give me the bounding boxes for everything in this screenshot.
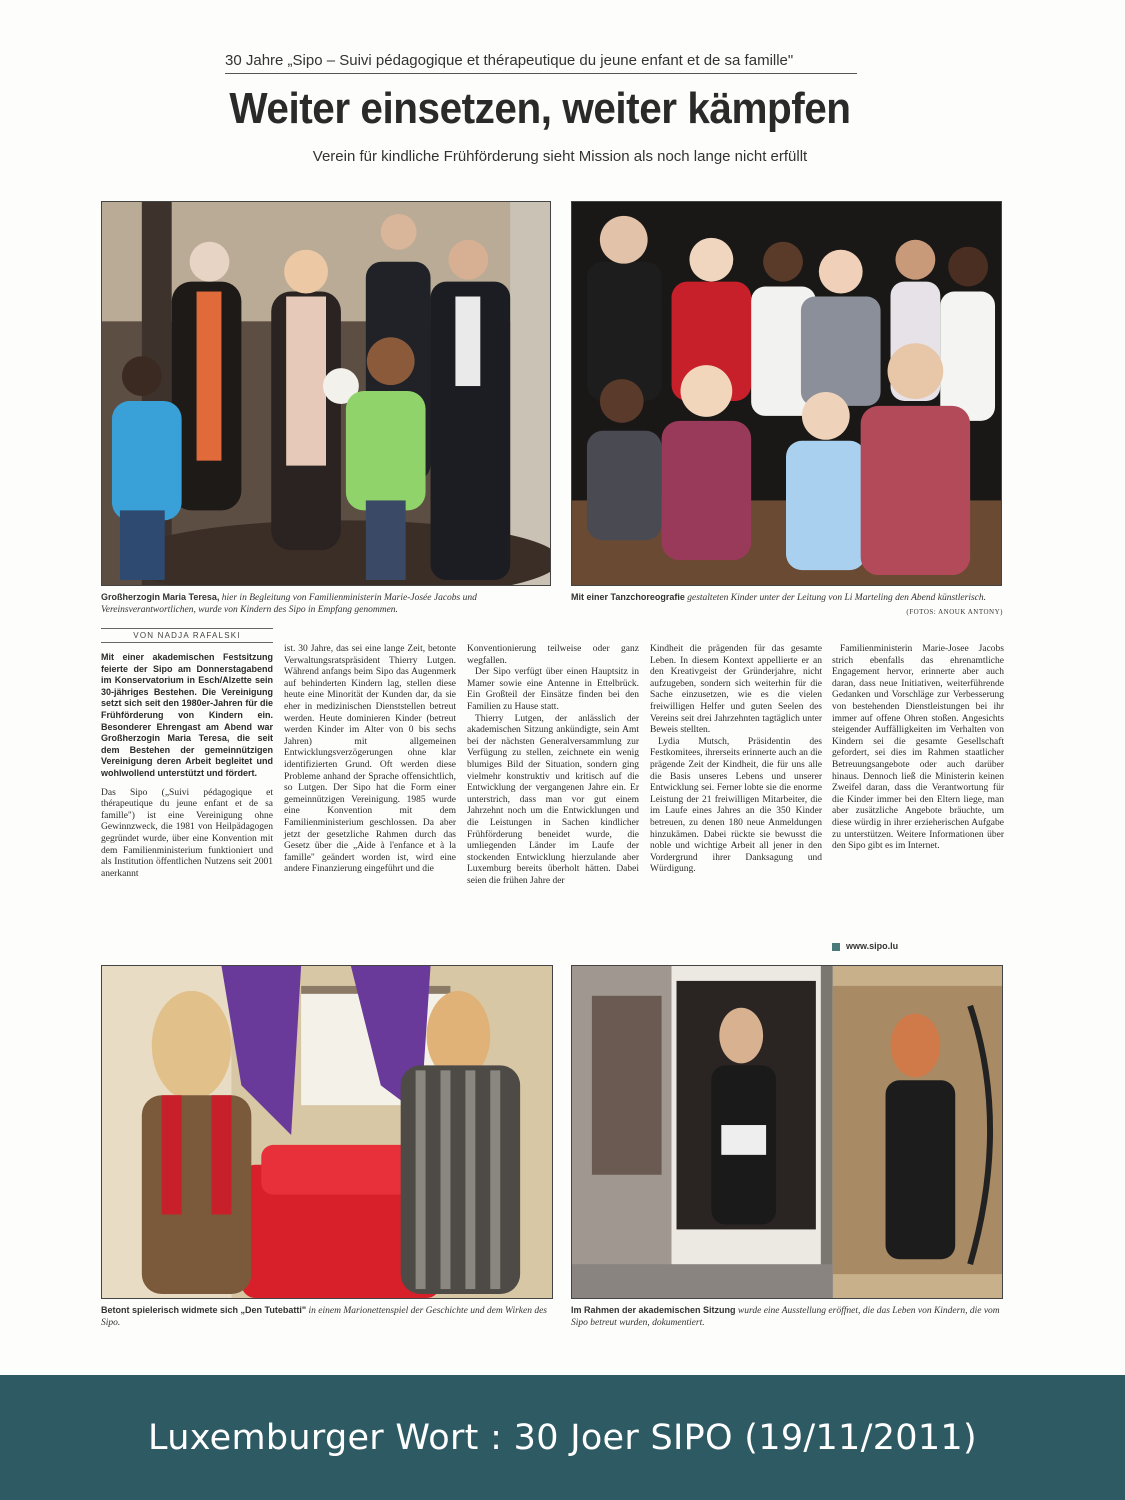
caption-lead: Betont spielerisch widmete sich „Den Tutebatti" bbox=[101, 1305, 307, 1315]
article-kicker: 30 Jahre „Sipo – Suivi pédagogique et thérapeutique du jeune enfant et de sa famille" bbox=[225, 52, 857, 74]
caption-text: hier in Begleitung von Familienministerin Marie-Josée Jacobs und Vereinsverantwortlichen, wurde von Kindern des Sipo in Empfang genommen. bbox=[101, 593, 477, 615]
article-subhead: Verein für kindliche Frühförderung sieht Mission als noch lange nicht erfüllt bbox=[312, 148, 808, 165]
article-paragraph: ist. 30 Jahre, das sei eine lange Zeit, betonte Verwaltungsratspräsident Thierry Lutgen. Während anfangs beim Sipo das Augenmerk auf behinderten Kindern lag, stellen diese heute eine Minorität der Kunden dar, da sie eher in medizinischen Dienststellen betreut werden. Heute dominieren Kinder (betreut werden Kinder im Alter von 0 bis sechs Jahren) mit allgemeinen Entwicklungsverzögerungen ohne klar identifizierten Grund. Oft werden diese Probleme anhand der Sprache offensichtlich, so Lutgen. Der Sipo hat die Form einer gemeinnützigen Vereinigung. 1985 wurde eine Konvention mit dem Familienministerium geschlossen. Da aber jetzt der gesetzliche Rahmen durch das Gesetz über die „Aide à l'enfance et à la famille" geändert worden ist, wird eine andere Finanzierung eingeführt und die bbox=[284, 644, 456, 875]
photo-marionettes-caption bbox=[101, 1304, 553, 1329]
article-paragraph: Thierry Lutgen, der anlässlich der akademischen Sitzung ankündigte, sein Amt bei der nächsten Generalversammlung zur Verfügung zu stellen, zeichnete ein wenig blumiges Bild der Situation, sondern ging vielmehr konstruktiv und kritisch auf die Entwicklung der vergangenen Jahre ein. Er unterstrich, dass man vor gut einem Jahrzehnt noch um die Entwicklungen und die Leistungen in Sachen kindlicher Frühförderung beneidet wurde, die umliegenden Länder im Laufe der stockenden Entwicklung hierzulande aber Luxemburg bereits überholt hätten. Dabei seien die frühen Jahre der bbox=[467, 713, 639, 886]
caption-lead: Mit einer Tanzchoreografie bbox=[571, 592, 685, 602]
article-paragraph: Familienministerin Marie-Josee Jacobs strich ebenfalls das ehrenamtliche Engagement hervor, erinnerte aber auch daran, dass neue Initiativen, weiterführende Gedanken und Vorschläge zur Verbesserung von bestehenden Dienstleistungen bei ihr immer auf offene Ohren stoßen. Angesichts steigender Auffälligkeiten im Verhalten von Kindern sei die gesamte Gesellschaft gefordert, sei dies im Rahmen staatlicher Betreuungsangebote oder auch darüber hinaus. Dennoch ließ die Ministerin keinen Zweifel daran, dass die Verantwortung für die Kinder immer bei den Eltern liege, man aber zusätzliche Angebote bräuchte, um diese würdig in ihrer erzieherischen Aufgabe zu unterstützen. Weitere Informationen über den Sipo gibt es im Internet. bbox=[832, 644, 1004, 852]
photo-exhibition-caption bbox=[571, 1304, 1003, 1329]
article-byline: VON NADJA RAFALSKI bbox=[101, 628, 273, 643]
caption-text: in einem Marionettenspiel der Geschichte und dem Wirken des Sipo. bbox=[101, 1306, 548, 1328]
sipo-website-link[interactable] bbox=[832, 941, 898, 951]
footer-banner bbox=[0, 1375, 1125, 1500]
caption-lead: Großherzogin Maria Teresa, bbox=[101, 592, 220, 602]
caption-text: gestalteten Kinder unter der Leitung von Li Marteling den Abend künstlerisch. bbox=[687, 593, 987, 603]
article-paragraph: Lydia Mutsch, Präsidentin des Festkomitees, ihrerseits erinnerte auch an die prägende Zeit der Kindheit, die für uns alle die Basis unseres Lebens und unserer Entwicklung sei. Ferner lobte sie die enorme Leistung der 21 freiwilligen Mitarbeiter, die im Laufe eines Jahres an die 350 Kinder betreuen, zu denen 180 neue Anmeldungen hinzukämen. Dabei rückte sie bewusst die noble und wichtige Arbeit all jener in den Vordergrund ihrer Danksagung und Würdigung. bbox=[650, 736, 822, 875]
article-headline: Weiter einsetzen, weiter kämpfen bbox=[229, 84, 851, 133]
square-bullet-icon bbox=[832, 943, 840, 951]
article-column-3 bbox=[467, 644, 639, 887]
article-column-4 bbox=[650, 644, 822, 876]
photo-reception bbox=[101, 201, 551, 586]
photo-marionettes bbox=[101, 965, 553, 1299]
photo-reception-caption bbox=[101, 591, 553, 616]
photo-children-group bbox=[571, 201, 1002, 586]
article-paragraph: Der Sipo verfügt über einen Hauptsitz in Mamer sowie eine Antenne in Ettelbrück. Ein Großteil der Einsätze finden bei den Familien zu Hause statt. bbox=[467, 667, 639, 712]
article-column-1 bbox=[101, 652, 273, 880]
article-paragraph: Konventionierung teilweise oder ganz wegfallen. bbox=[467, 644, 639, 666]
footer-title: Luxemburger Wort : 30 Joer SIPO (19/11/2011) bbox=[148, 1417, 977, 1458]
article-column-2 bbox=[284, 644, 456, 876]
photo-credit: (FOTOS: ANOUK ANTONY) bbox=[906, 608, 1003, 616]
weblink-label: www.sipo.lu bbox=[846, 941, 899, 951]
caption-text: wurde eine Ausstellung eröffnet, die das Leben von Kindern, die vom Sipo betreut wurden, dokumentiert. bbox=[571, 1306, 1000, 1328]
article-lead: Mit einer akademischen Festsitzung feierte der Sipo am Donnerstagabend im Konservatorium in Esch/Alzette sein 30-jähriges Bestehen. Die Vereinigung setzt sich seit den 1980er-Jahren für die Frühförderung von Kindern ein. Besonderer Ehrengast am Abend war Großherzogin Maria Teresa, die seit dem Bestehen der gemeinnützigen Vereinigung deren Arbeit begleitet und wohlwollend unterstützt und fördert. bbox=[101, 652, 273, 778]
caption-lead: Im Rahmen der akademischen Sitzung bbox=[571, 1305, 736, 1315]
article-paragraph: Das Sipo („Suivi pédagogique et thérapeutique du jeune enfant et de sa famille") ist eine Vereinigung ohne Gewinnzweck, die 1981 von Heilpädagogen gegründet wurde, über eine Konvention mit dem Familienministerium funktioniert und als Institution öffentlichen Nutzens seit 2001 anerkannt bbox=[101, 787, 273, 879]
photo-children-group-caption bbox=[571, 591, 1003, 618]
article-paragraph: Kindheit die prägenden für das gesamte Leben. In diesem Kontext appellierte er an den Kreativgeist der Gründerjahre, nicht aufzugeben, sondern sich weiterhin für die Sache einzusetzen, wie es die vielen freiwilligen Helfer und guten Seelen des Vereins seit drei Jahrzehnten tagtäglich unter Beweis stellten. bbox=[650, 644, 822, 736]
article-column-5 bbox=[832, 644, 1004, 853]
photo-exhibition bbox=[571, 965, 1003, 1299]
